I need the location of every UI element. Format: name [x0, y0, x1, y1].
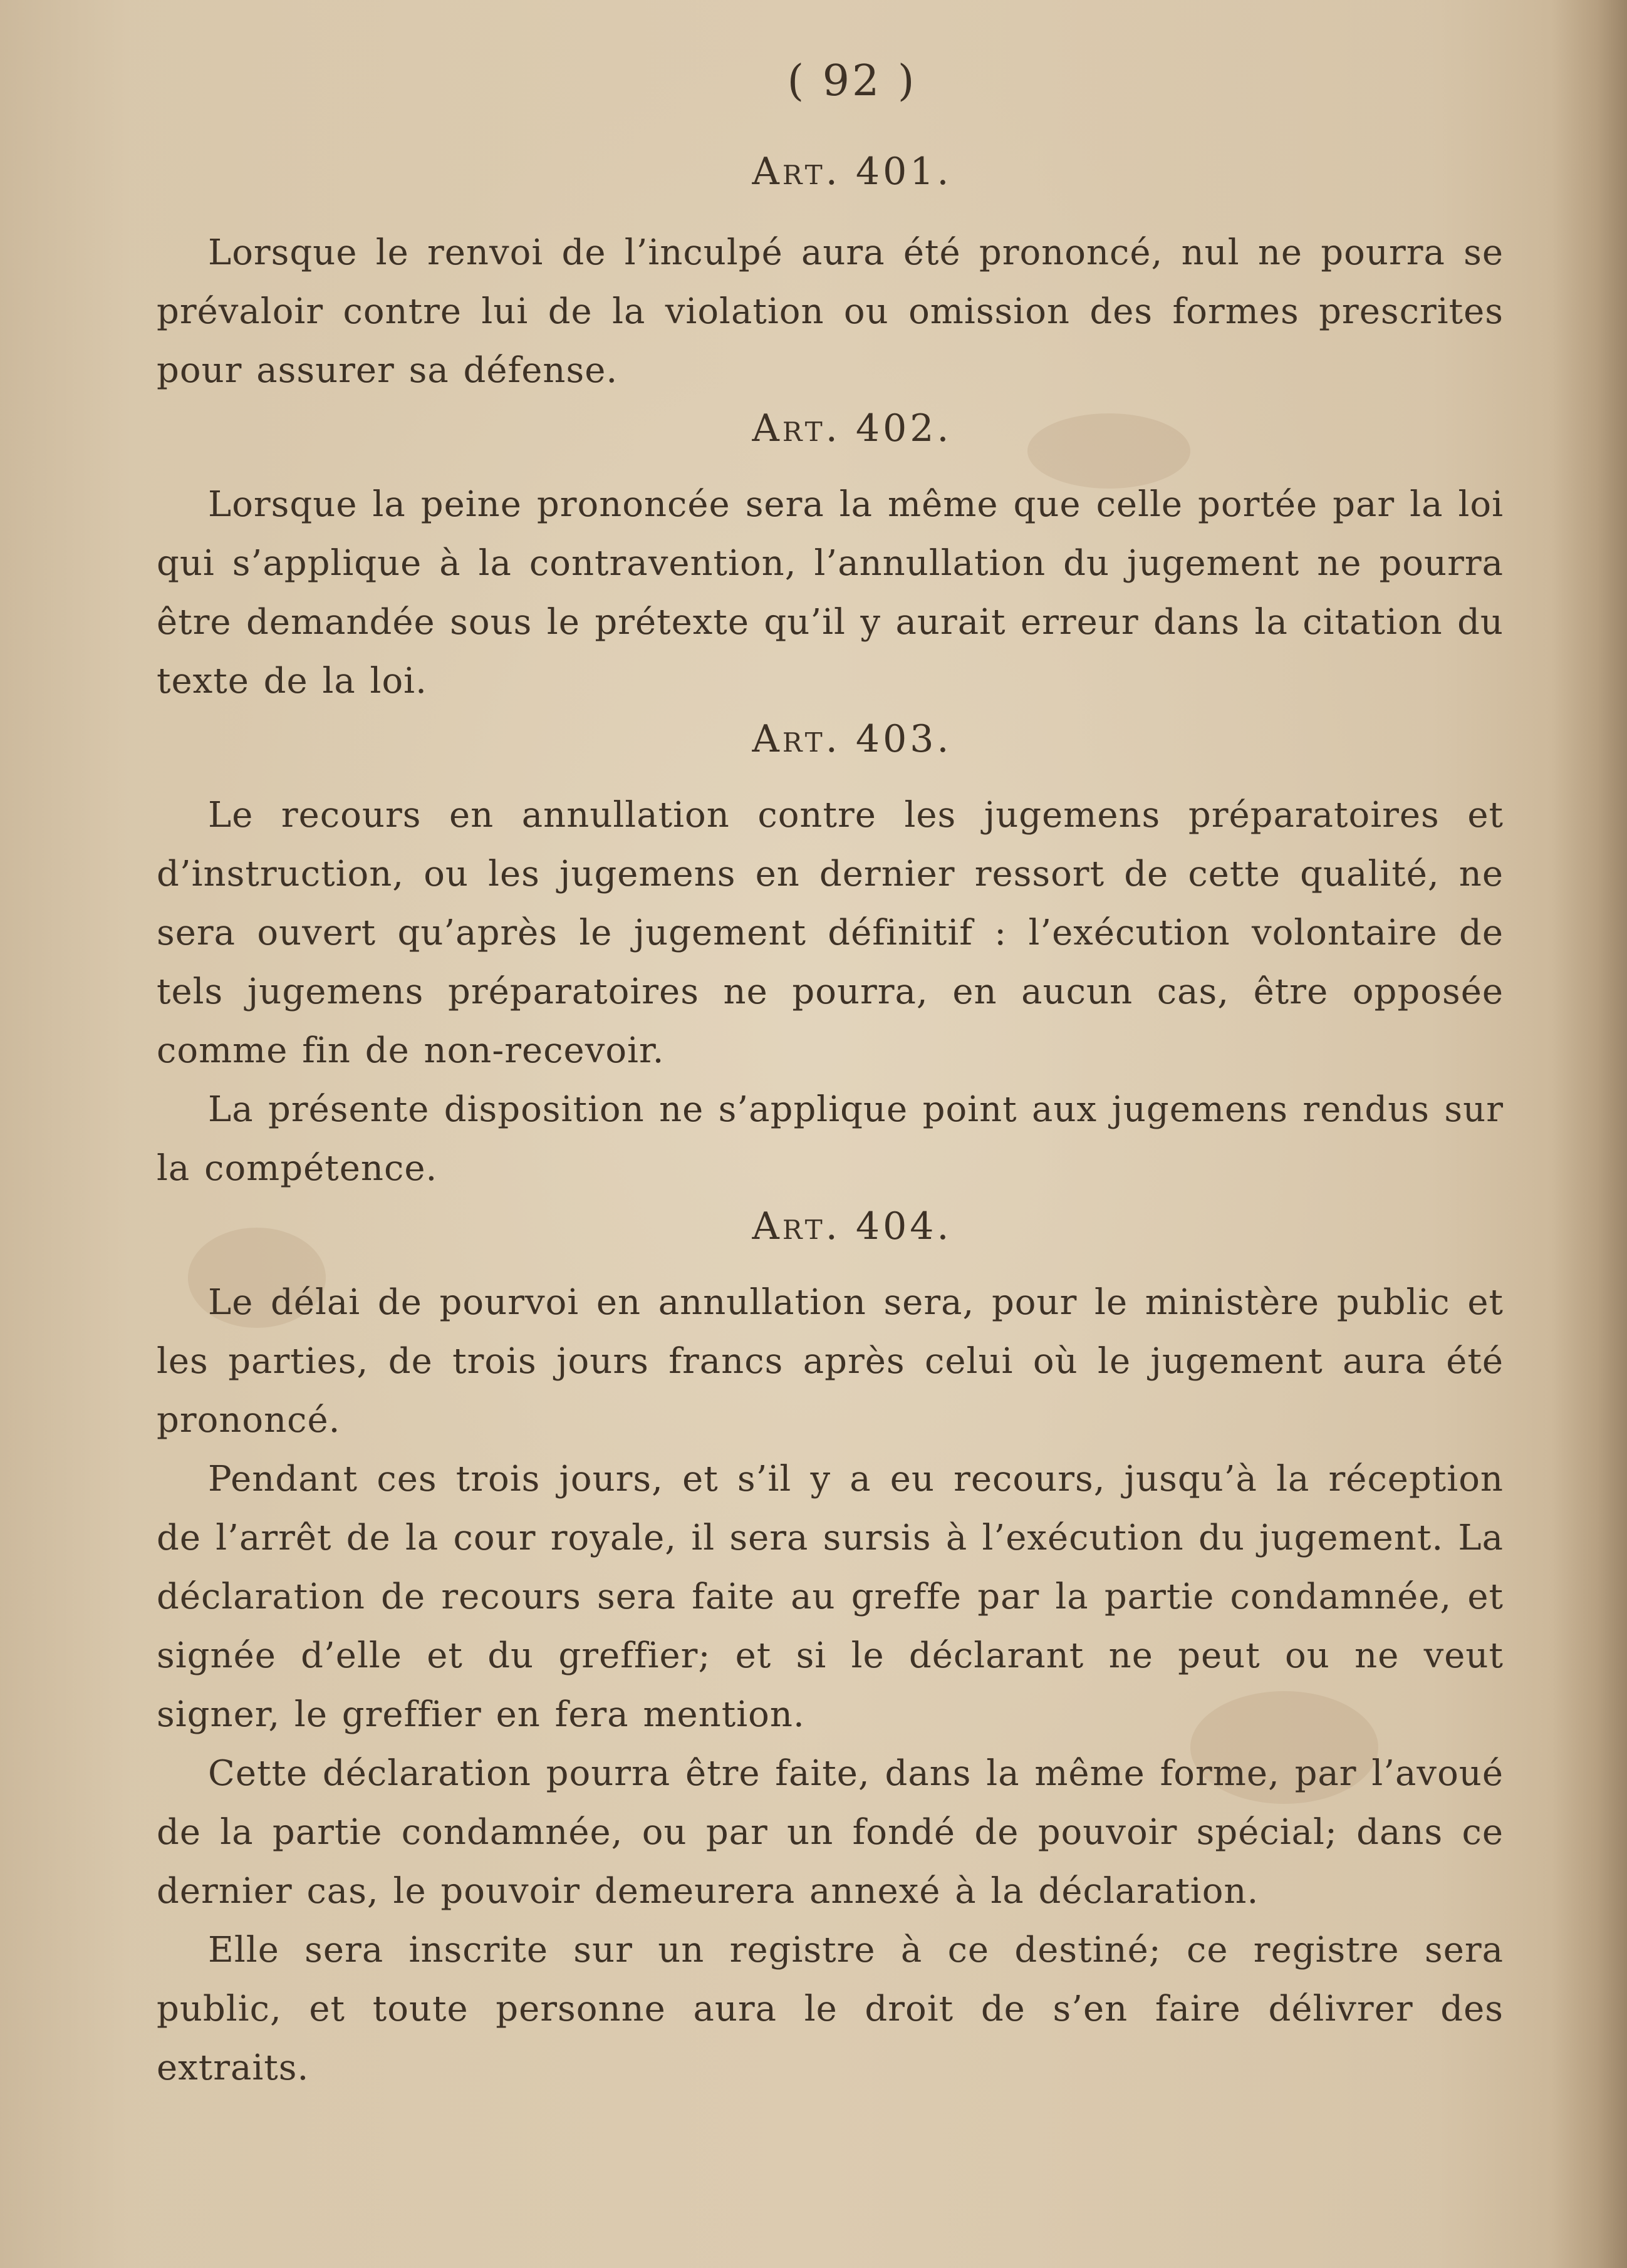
article-401	[157, 150, 1504, 400]
page-edge-shadow	[1552, 0, 1627, 2268]
article-403	[157, 717, 1504, 1198]
article-heading: Art. 401.	[752, 150, 952, 194]
article-paragraph: Pendant ces trois jours, et s’il y a eu recours, jusqu’à la réception de l’arrêt de la cour royale, il sera sursis à l’exécution du jugement. La déclaration de recours sera faite au greffe par la partie condamnée, et signée d’elle et du greffier; et si le déclarant ne peut ou ne veut signer, le greffier en fera mention.	[157, 1459, 1504, 1735]
article-paragraph: Lorsque la peine prononcée sera la même que celle portée par la loi qui s’applique à la contravention, l’annullation du jugement ne pourra être demandée sous le prétexte qu’il y aurait erreur dans la citation du texte de la loi.	[157, 484, 1504, 702]
article-heading: Art. 402.	[752, 406, 952, 450]
article-paragraph: Le recours en annullation contre les jugemens préparatoires et d’instruction, ou les jugemens en dernier ressort de cette qualité, ne sera ouvert qu’après le jugement définitif : l’exécution volontaire de tels jugemens préparatoires ne pourra, en aucun cas, être opposée comme fin de non-recevoir.	[157, 795, 1504, 1071]
article-paragraph: La présente disposition ne s’applique point aux jugemens rendus sur la compétence.	[157, 1089, 1504, 1189]
article-paragraph: Lorsque le renvoi de l’inculpé aura été prononcé, nul ne pourra se prévaloir contre lui de la violation ou omission des formes prescrites pour assurer sa défense.	[157, 232, 1504, 391]
article-404	[157, 1204, 1504, 2098]
article-paragraph: Le délai de pourvoi en annullation sera, pour le ministère public et les parties, de trois jours francs après celui où le jugement aura été prononcé.	[157, 1282, 1504, 1441]
page-number: ( 92 )	[787, 56, 917, 106]
article-paragraph: Elle sera inscrite sur un registre à ce destiné; ce registre sera public, et toute personne aura le droit de s’en faire délivrer des extraits.	[157, 1930, 1504, 2088]
article-paragraph: Cette déclaration pourra être faite, dans la même forme, par l’avoué de la partie condamnée, ou par un fondé de pouvoir spécial; dans ce dernier cas, le pouvoir demeurera annexé à la déclaration.	[157, 1753, 1504, 1912]
article-402	[157, 406, 1504, 711]
article-heading: Art. 404.	[752, 1204, 952, 1248]
article-heading: Art. 403.	[752, 717, 952, 761]
text-block	[157, 56, 1504, 2098]
